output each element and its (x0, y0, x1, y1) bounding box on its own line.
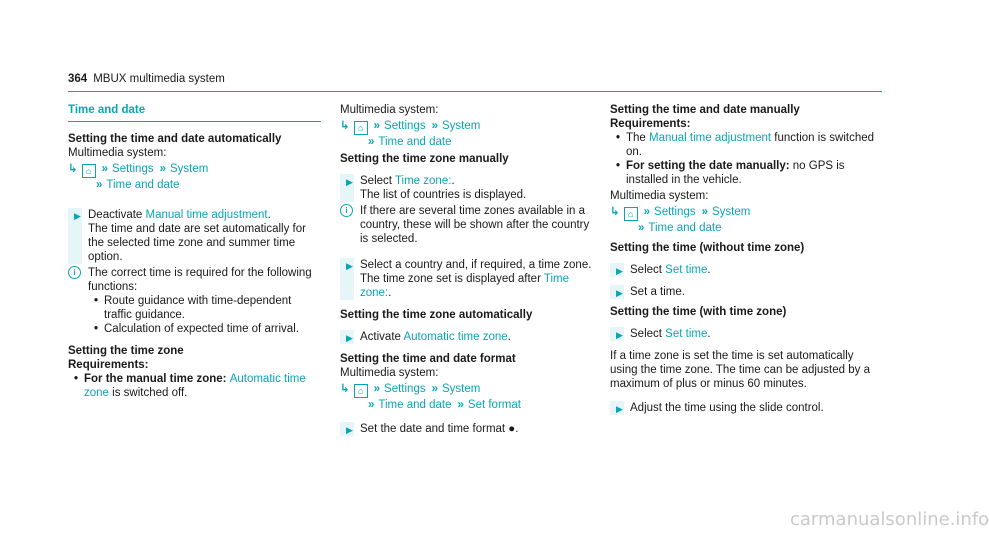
requirement-item: • For setting the date manually: no GPS is installed in the vehicle. (616, 160, 845, 186)
step-text: . (507, 331, 511, 343)
note-text: If there are several time zones available in a country, these will be shown after the country is selected. (360, 205, 590, 245)
step-link: Set time (665, 264, 708, 276)
requirements-label: Requirements: (610, 118, 691, 130)
ms-label: Multimedia system: (610, 190, 709, 202)
heading-zone-manual: Setting the time zone manually (340, 153, 509, 165)
step-adjust (610, 401, 875, 415)
step-text: Select a country and, if required, a time zone. (360, 259, 592, 271)
step-activate (340, 330, 593, 344)
ms-label: Multimedia system: (68, 147, 167, 159)
step-body: The time and date are set automatically for the selected time zone and summer time option. (88, 223, 306, 263)
step-arrow-icon: ▶ (616, 266, 623, 276)
req-text: no GPS is installed in the vehicle. (626, 160, 845, 186)
requirement-item: • For the manual time zone: Automatic time zone is switched off. (74, 373, 306, 399)
nav-path (610, 205, 875, 235)
column-2 (340, 103, 593, 436)
nav-time-date: Time and date (378, 399, 452, 411)
step-select-country (340, 258, 593, 300)
chevron-icon: » (159, 163, 167, 175)
bullet-text: Calculation of expected time of arrival. (104, 323, 299, 335)
step-arrow-icon: ▶ (346, 333, 353, 343)
step-arrow-icon: ▶ (346, 261, 353, 271)
ms-label: Multimedia system: (340, 104, 439, 116)
step-arrow-icon: ▶ (616, 404, 623, 414)
chevron-icon: » (96, 179, 103, 191)
nav-path (68, 162, 321, 192)
step-text: . (267, 209, 271, 221)
chevron-icon: » (431, 383, 439, 395)
step-link: Manual time adjustment (145, 209, 268, 221)
home-icon: ⌂ (624, 207, 638, 221)
step-arrow-icon: ▶ (346, 177, 353, 187)
heading-no-zone: Setting the time (without time zone) (610, 242, 805, 254)
nav-time-date: Time and date (106, 179, 180, 191)
chevron-icon: » (368, 399, 375, 411)
nav-path (340, 119, 593, 149)
page-header (68, 72, 225, 86)
step-text: . (707, 328, 711, 340)
heading-auto: Setting the time and date automatically (68, 133, 282, 145)
nav-arrow-icon: ↳ (68, 163, 78, 175)
page-number: 364 (68, 73, 88, 85)
nav-system: System (442, 383, 481, 395)
nav-time-date: Time and date (648, 222, 722, 234)
req-bold: For setting the date manually: (626, 160, 790, 172)
heading-zone: Setting the time zone (68, 345, 184, 357)
step-select-set-time (610, 263, 875, 277)
step-link: Set time (665, 328, 708, 340)
paragraph: If a time zone is set the time is set automatically using the time zone. The time can be adjusted by a maximum of plus or minus 60 minutes. (610, 350, 870, 390)
step-text: Adjust the time using the slide control. (630, 402, 824, 414)
step-text: Select (360, 175, 395, 187)
req-text: function is switched on. (626, 132, 875, 158)
note-text: The correct time is required for the following functions: (88, 267, 312, 293)
step-arrow-icon: ▶ (616, 288, 623, 298)
nav-system: System (170, 163, 209, 175)
step-arrow-icon: ▶ (74, 211, 81, 221)
step-text: Set a time. (630, 286, 685, 298)
step-text: Set the date and time format ●. (360, 423, 519, 435)
bullet: • Route guidance with time-dependent traffic guidance. (94, 295, 292, 321)
step-select-zone (340, 174, 593, 202)
requirement-item: • The Manual time adjustment function is switched on. (616, 132, 875, 158)
chevron-icon: » (101, 163, 109, 175)
nav-settings: Settings (654, 206, 696, 218)
req-bold: For the manual time zone: (84, 373, 230, 385)
nav-system: System (442, 120, 481, 132)
chevron-icon: » (431, 120, 439, 132)
home-icon: ⌂ (82, 164, 96, 178)
home-icon: ⌂ (354, 384, 368, 398)
nav-system: System (712, 206, 751, 218)
step-link: Time zone: (360, 273, 570, 299)
step-arrow-icon: ▶ (346, 425, 353, 435)
step-set-a-time (610, 285, 875, 299)
step-text: Deactivate (88, 209, 146, 221)
header-divider (68, 91, 882, 92)
nav-set-format: Set format (467, 399, 521, 411)
step-select-set-time-2 (610, 327, 875, 341)
chevron-icon: » (701, 206, 709, 218)
nav-time-date: Time and date (378, 136, 452, 148)
step-link: Time zone: (394, 175, 452, 187)
nav-path (340, 382, 593, 412)
info-icon: i (340, 204, 353, 217)
heading-manual: Setting the time and date manually (610, 104, 800, 116)
heading-with-zone: Setting the time (with time zone) (610, 306, 787, 318)
bullet-text: Route guidance with time-dependent traffic guidance. (104, 295, 292, 321)
req-text: The (626, 132, 650, 144)
chevron-icon: » (368, 136, 375, 148)
step-body: The time zone set is displayed after (360, 273, 544, 285)
note (68, 266, 321, 336)
bullet: • Calculation of expected time of arrival. (94, 323, 299, 335)
chevron-icon: » (457, 399, 464, 411)
ms-label: Multimedia system: (340, 367, 439, 379)
chevron-icon: » (638, 222, 645, 234)
step-link: Automatic time zone (403, 331, 508, 343)
heading-format: Setting the time and date format (340, 353, 516, 365)
req-text: is switched off. (108, 387, 188, 399)
info-icon: i (68, 266, 81, 279)
chevron-icon: » (373, 383, 381, 395)
watermark: carmanualsonline.info (790, 509, 989, 530)
nav-settings: Settings (112, 163, 154, 175)
chevron-icon: » (643, 206, 651, 218)
step-text: . (388, 287, 392, 299)
step-text: Select (630, 264, 666, 276)
step-text: Activate (360, 331, 404, 343)
column-3 (610, 103, 875, 415)
section-title: Time and date (68, 103, 321, 122)
page-header-title: MBUX multimedia system (93, 73, 225, 85)
nav-arrow-icon: ↳ (340, 120, 350, 132)
requirements-label: Requirements: (68, 359, 149, 371)
req-link: Manual time adjustment (649, 132, 772, 144)
nav-settings: Settings (384, 383, 426, 395)
step-text: . (707, 264, 711, 276)
home-icon: ⌂ (354, 121, 368, 135)
step-text: . (451, 175, 455, 187)
nav-settings: Settings (384, 120, 426, 132)
nav-arrow-icon: ↳ (610, 206, 620, 218)
column-1 (68, 103, 321, 400)
step-deactivate (68, 208, 321, 264)
step-text: Select (630, 328, 666, 340)
heading-zone-auto: Setting the time zone automatically (340, 309, 533, 321)
nav-arrow-icon: ↳ (340, 383, 350, 395)
step-set-format (340, 422, 593, 436)
chevron-icon: » (373, 120, 381, 132)
step-arrow-icon: ▶ (616, 330, 623, 340)
note (340, 204, 593, 246)
req-link: Automatic time zone (84, 373, 306, 399)
step-body: The list of countries is displayed. (360, 189, 527, 201)
